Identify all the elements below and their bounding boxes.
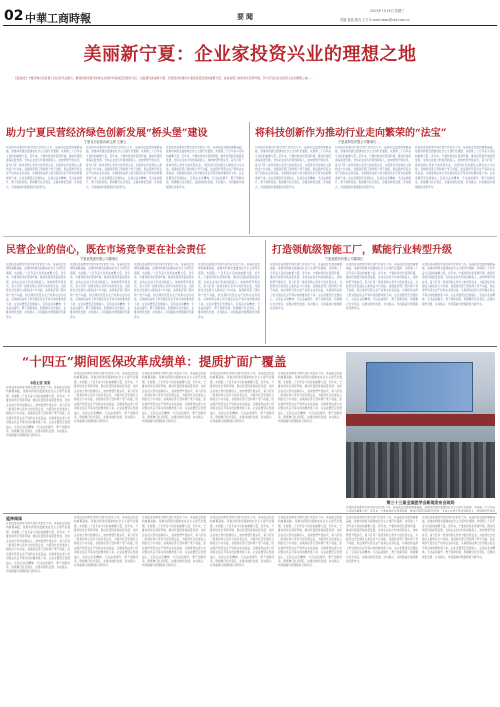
masthead: 中華工商時報 bbox=[25, 12, 91, 25]
article-3-col-4: 民营经济是推进中国式现代化的生力军，是高质量发展的重要基础，是推动我国全面建成社会主义现代化强国、实现第二个百年奋斗目标的重要力量。近年来，宁夏持续优化营商环境，推动民营经济高质量发展，支持企业加大科技创新投入，加快转型升级步伐，着力打造一批具有核心竞争力的优势企业，为经济社会发展注入新的活力与动能。各级政府部门坚持两个毫不动摇，依法保护民营企业产权和企业家权益，从制度和法律上把对国企民企平等对待的要求落下来。企业家要坚定发展信心，弘扬企业家精神，专注品质提升，勇于创新创造，积极履行社会责任，在推动绿色发展、乡村振兴、共同富裕中展现新担当新作为。 bbox=[198, 263, 260, 319]
article-4-col-2: 民营经济是推进中国式现代化的生力军，是高质量发展的重要基础，是推动我国全面建成社会主义现代化强国、实现第二个百年奋斗目标的重要力量。近年来，宁夏持续优化营商环境，推动民营经济高质量发展，支持企业加大科技创新投入，加快转型升级步伐，着力打造一批具有核心竞争力的优势企业，为经济社会发展注入新的活力与动能。各级政府部门坚持两个毫不动摇，依法保护民营企业产权和企业家权益，从制度和法律上把对国企民企平等对待的要求落下来。企业家要坚定发展信心，弘扬企业家精神，专注品质提升，勇于创新创造，积极履行社会责任，在推动绿色发展、乡村振兴、共同富裕中展现新担当新作为。 bbox=[346, 263, 418, 311]
article-2-title: 将科技创新作为推动行业走向繁荣的“法宝” bbox=[255, 128, 447, 139]
divider-v1 bbox=[249, 122, 250, 234]
article-5-title: “十四五”期间医保改革成绩单：提质扩面广覆盖 bbox=[22, 354, 287, 369]
article-5-col-3: 民营经济是推进中国式现代化的生力军，是高质量发展的重要基础，是推动我国全面建成社会主义现代化强国、实现第二个百年奋斗目标的重要力量。近年来，宁夏持续优化营商环境，推动民营经济高质量发展，支持企业加大科技创新投入，加快转型升级步伐，着力打造一批具有核心竞争力的优势企业，为经济社会发展注入新的活力与动能。各级政府部门坚持两个毫不动摇，依法保护民营企业产权和企业家权益，从制度和法律上把对国企民企平等对待的要求落下来。企业家要坚定发展信心，弘扬企业家精神，专注品质提升，勇于创新创造，积极履行社会责任，在推动绿色发展、乡村振兴、共同富裕中展现新担当新作为。 bbox=[142, 372, 206, 424]
article-5-col-4: 民营经济是推进中国式现代化的生力军，是高质量发展的重要基础，是推动我国全面建成社会主义现代化强国、实现第二个百年奋斗目标的重要力量。近年来，宁夏持续优化营商环境，推动民营经济高质量发展，支持企业加大科技创新投入，加快转型升级步伐，着力打造一批具有核心竞争力的优势企业，为经济社会发展注入新的活力与动能。各级政府部门坚持两个毫不动摇，依法保护民营企业产权和企业家权益，从制度和法律上把对国企民企平等对待的要求落下来。企业家要坚定发展信心，弘扬企业家精神，专注品质提升，勇于创新创造，积极履行社会责任，在推动绿色发展、乡村振兴、共同富裕中展现新担当新作为。 bbox=[210, 372, 274, 424]
article-1-title: 助力宁夏民营经济绿色创新发展“桥头堡”建设 bbox=[6, 128, 208, 139]
article-2-col-2: 民营经济是推进中国式现代化的生力军，是高质量发展的重要基础，是推动我国全面建成社会主义现代化强国、实现第二个百年奋斗目标的重要力量。近年来，宁夏持续优化营商环境，推动民营经济高质量发展，支持企业加大科技创新投入，加快转型升级步伐，着力打造一批具有核心竞争力的优势企业，为经济社会发展注入新的活力与动能。各级政府部门坚持两个毫不动摇，依法保护民营企业产权和企业家权益，从制度和法律上把对国企民企平等对待的要求落下来。企业家要坚定发展信心，弘扬企业家精神，专注品质提升，勇于创新创造，积极履行社会责任，在推动绿色发展、乡村振兴、共同富裕中展现新担当新作为。 bbox=[335, 146, 411, 189]
article-3-col-2: 民营经济是推进中国式现代化的生力军，是高质量发展的重要基础，是推动我国全面建成社会主义现代化强国、实现第二个百年奋斗目标的重要力量。近年来，宁夏持续优化营商环境，推动民营经济高质量发展，支持企业加大科技创新投入，加快转型升级步伐，着力打造一批具有核心竞争力的优势企业，为经济社会发展注入新的活力与动能。各级政府部门坚持两个毫不动摇，依法保护民营企业产权和企业家权益，从制度和法律上把对国企民企平等对待的要求落下来。企业家要坚定发展信心，弘扬企业家精神，专注品质提升，勇于创新创造，积极履行社会责任，在推动绿色发展、乡村振兴、共同富裕中展现新担当新作为。 bbox=[70, 263, 130, 319]
photo-audience bbox=[346, 442, 495, 498]
article-3-title: 民营企业的信心，既在市场竞争更在社会责任 bbox=[6, 245, 206, 256]
bottom-col-2: 民营经济是推进中国式现代化的生力军，是高质量发展的重要基础，是推动我国全面建成社会主义现代化强国、实现第二个百年奋斗目标的重要力量。近年来，宁夏持续优化营商环境，推动民营经济高质量发展，支持企业加大科技创新投入，加快转型升级步伐，着力打造一批具有核心竞争力的优势企业，为经济社会发展注入新的活力与动能。各级政府部门坚持两个毫不动摇，依法保护民营企业产权和企业家权益，从制度和法律上把对国企民企平等对待的要求落下来。企业家要坚定发展信心，弘扬企业家精神，专注品质提升，勇于创新创造，积极履行社会责任，在推动绿色发展、乡村振兴、共同富裕中展现新担当新作为。 bbox=[74, 516, 138, 568]
article-5-col-2: 民营经济是推进中国式现代化的生力军，是高质量发展的重要基础，是推动我国全面建成社会主义现代化强国、实现第二个百年奋斗目标的重要力量。近年来，宁夏持续优化营商环境，推动民营经济高质量发展，支持企业加大科技创新投入，加快转型升级步伐，着力打造一批具有核心竞争力的优势企业，为经济社会发展注入新的活力与动能。各级政府部门坚持两个毫不动摇，依法保护民营企业产权和企业家权益，从制度和法律上把对国企民企平等对待的要求落下来。企业家要坚定发展信心，弘扬企业家精神，专注品质提升，勇于创新创造，积极履行社会责任，在推动绿色发展、乡村振兴、共同富裕中展现新担当新作为。 bbox=[74, 372, 138, 424]
article-3-col-1: 民营经济是推进中国式现代化的生力军，是高质量发展的重要基础，是推动我国全面建成社会主义现代化强国、实现第二个百年奋斗目标的重要力量。近年来，宁夏持续优化营商环境，推动民营经济高质量发展，支持企业加大科技创新投入，加快转型升级步伐，着力打造一批具有核心竞争力的优势企业，为经济社会发展注入新的活力与动能。各级政府部门坚持两个毫不动摇，依法保护民营企业产权和企业家权益，从制度和法律上把对国企民企平等对待的要求落下来。企业家要坚定发展信心，弘扬企业家精神，专注品质提升，勇于创新创造，积极履行社会责任，在推动绿色发展、乡村振兴、共同富裕中展现新担当新作为。 bbox=[6, 263, 66, 319]
article-1-col-3: 民营经济是推进中国式现代化的生力军，是高质量发展的重要基础，是推动我国全面建成社会主义现代化强国、实现第二个百年奋斗目标的重要力量。近年来，宁夏持续优化营商环境，推动民营经济高质量发展，支持企业加大科技创新投入，加快转型升级步伐，着力打造一批具有核心竞争力的优势企业，为经济社会发展注入新的活力与动能。各级政府部门坚持两个毫不动摇，依法保护民营企业产权和企业家权益，从制度和法律上把对国企民企平等对待的要求落下来。企业家要坚定发展信心，弘扬企业家精神，专注品质提升，勇于创新创造，积极履行社会责任，在推动绿色发展、乡村振兴、共同富裕中展现新担当新作为。 bbox=[166, 146, 244, 189]
page-number: 02 bbox=[4, 8, 24, 24]
article-5-byline: 本报记者 某某 bbox=[30, 381, 51, 385]
article-2-col-1: 民营经济是推进中国式现代化的生力军，是高质量发展的重要基础，是推动我国全面建成社会主义现代化强国、实现第二个百年奋斗目标的重要力量。近年来，宁夏持续优化营商环境，推动民营经济高质量发展，支持企业加大科技创新投入，加快转型升级步伐，着力打造一批具有核心竞争力的优势企业，为经济社会发展注入新的活力与动能。各级政府部门坚持两个毫不动摇，依法保护民营企业产权和企业家权益，从制度和法律上把对国企民企平等对待的要求落下来。企业家要坚定发展信心，弘扬企业家精神，专注品质提升，勇于创新创造，积极履行社会责任，在推动绿色发展、乡村振兴、共同富裕中展现新担当新作为。 bbox=[255, 146, 331, 189]
photo-screen bbox=[366, 362, 473, 412]
article-1-col-2: 民营经济是推进中国式现代化的生力军，是高质量发展的重要基础，是推动我国全面建成社会主义现代化强国、实现第二个百年奋斗目标的重要力量。近年来，宁夏持续优化营商环境，推动民营经济高质量发展，支持企业加大科技创新投入，加快转型升级步伐，着力打造一批具有核心竞争力的优势企业，为经济社会发展注入新的活力与动能。各级政府部门坚持两个毫不动摇，依法保护民营企业产权和企业家权益，从制度和法律上把对国企民企平等对待的要求落下来。企业家要坚定发展信心，弘扬企业家精神，专注品质提升，勇于创新创造，积极履行社会责任，在推动绿色发展、乡村振兴、共同富裕中展现新担当新作为。 bbox=[86, 146, 162, 189]
divider-h1 bbox=[3, 236, 497, 237]
bottom-col-5: 民营经济是推进中国式现代化的生力军，是高质量发展的重要基础，是推动我国全面建成社会主义现代化强国、实现第二个百年奋斗目标的重要力量。近年来，宁夏持续优化营商环境，推动民营经济高质量发展，支持企业加大科技创新投入，加快转型升级步伐，着力打造一批具有核心竞争力的优势企业，为经济社会发展注入新的活力与动能。各级政府部门坚持两个毫不动摇，依法保护民营企业产权和企业家权益，从制度和法律上把对国企民企平等对待的要求落下来。企业家要坚定发展信心，弘扬企业家精神，专注品质提升，勇于创新创造，积极履行社会责任，在推动绿色发展、乡村振兴、共同富裕中展现新担当新作为。 bbox=[278, 516, 342, 568]
bottom-left-label: 延伸阅读 bbox=[6, 516, 22, 521]
header-rule bbox=[3, 25, 497, 26]
article-2-byline: 宁夏某科技有限公司董事长 bbox=[338, 140, 377, 144]
main-title: 美丽新宁夏：企业家投资兴业的理想之地 bbox=[83, 44, 417, 65]
photo-caption: 第三十三届全国医学会新闻发布会现场 bbox=[386, 500, 455, 505]
header-meta: 2023年7月19日 星期三 bbox=[370, 9, 405, 13]
section-title: 要聞 bbox=[237, 13, 255, 21]
article-3-col-3: 民营经济是推进中国式现代化的生力军，是高质量发展的重要基础，是推动我国全面建成社会主义现代化强国、实现第二个百年奋斗目标的重要力量。近年来，宁夏持续优化营商环境，推动民营经济高质量发展，支持企业加大科技创新投入，加快转型升级步伐，着力打造一批具有核心竞争力的优势企业，为经济社会发展注入新的活力与动能。各级政府部门坚持两个毫不动摇，依法保护民营企业产权和企业家权益，从制度和法律上把对国企民企平等对待的要求落下来。企业家要坚定发展信心，弘扬企业家精神，专注品质提升，勇于创新创造，积极履行社会责任，在推动绿色发展、乡村振兴、共同富裕中展现新担当新作为。 bbox=[134, 263, 194, 319]
bottom-col-4: 民营经济是推进中国式现代化的生力军，是高质量发展的重要基础，是推动我国全面建成社会主义现代化强国、实现第二个百年奋斗目标的重要力量。近年来，宁夏持续优化营商环境，推动民营经济高质量发展，支持企业加大科技创新投入，加快转型升级步伐，着力打造一批具有核心竞争力的优势企业，为经济社会发展注入新的活力与动能。各级政府部门坚持两个毫不动摇，依法保护民营企业产权和企业家权益，从制度和法律上把对国企民企平等对待的要求落下来。企业家要坚定发展信心，弘扬企业家精神，专注品质提升，勇于创新创造，积极履行社会责任，在推动绿色发展、乡村振兴、共同富裕中展现新担当新作为。 bbox=[210, 516, 274, 568]
divider-h3 bbox=[3, 513, 497, 514]
photo-caption-text: 民营经济是推进中国式现代化的生力军，是高质量发展的重要基础，是推动我国全面建成社会主义现代化强国、实现第二个百年奋斗目标的重要力量。近年来，宁夏持续优化营商环境，推动民营经济高质量发展，支持企业加大科技创新投入，加快转型升级步 bbox=[346, 506, 495, 512]
article-4-byline: 宁夏某股份有限公司董事长 bbox=[325, 257, 364, 261]
article-1-byline: 宁夏自治区政协副主席 王紫云 bbox=[84, 140, 127, 144]
bottom-col-1: 民营经济是推进中国式现代化的生力军，是高质量发展的重要基础，是推动我国全面建成社会主义现代化强国、实现第二个百年奋斗目标的重要力量。近年来，宁夏持续优化营商环境，推动民营经济高质量发展，支持企业加大科技创新投入，加快转型升级步伐，着力打造一批具有核心竞争力的优势企业，为经济社会发展注入新的活力与动能。各级政府部门坚持两个毫不动摇，依法保护民营企业产权和企业家权益，从制度和法律上把对国企民企平等对待的要求落下来。企业家要坚定发展信心，弘扬企业家精神，专注品质提升，勇于创新创造，积极履行社会责任，在推动绿色发展、乡村振兴、共同富裕中展现新担当新作为。 bbox=[6, 522, 70, 574]
editor-intro: 【编者按】宁夏回族自治区第十四次党代会提出，要加快建设黄河流域生态保护和高质量发展先行区，全面建设美丽新宁夏。民营经济是推动宁夏高质量发展的重要力量，各地各部门持续优化营商环境，努力打造企业家投资兴业的理想之地…… bbox=[14, 76, 314, 80]
article-4-col-1: 民营经济是推进中国式现代化的生力军，是高质量发展的重要基础，是推动我国全面建成社会主义现代化强国、实现第二个百年奋斗目标的重要力量。近年来，宁夏持续优化营商环境，推动民营经济高质量发展，支持企业加大科技创新投入，加快转型升级步伐，着力打造一批具有核心竞争力的优势企业，为经济社会发展注入新的活力与动能。各级政府部门坚持两个毫不动摇，依法保护民营企业产权和企业家权益，从制度和法律上把对国企民企平等对待的要求落下来。企业家要坚定发展信心，弘扬企业家精神，专注品质提升，勇于创新创造，积极履行社会责任，在推动绿色发展、乡村振兴、共同富裕中展现新担当新作为。 bbox=[270, 263, 342, 311]
article-3-byline: 宁夏某集团有限公司董事长 bbox=[80, 257, 119, 261]
bottom-col-3: 民营经济是推进中国式现代化的生力军，是高质量发展的重要基础，是推动我国全面建成社会主义现代化强国、实现第二个百年奋斗目标的重要力量。近年来，宁夏持续优化营商环境，推动民营经济高质量发展，支持企业加大科技创新投入，加快转型升级步伐，着力打造一批具有核心竞争力的优势企业，为经济社会发展注入新的活力与动能。各级政府部门坚持两个毫不动摇，依法保护民营企业产权和企业家权益，从制度和法律上把对国企民企平等对待的要求落下来。企业家要坚定发展信心，弘扬企业家精神，专注品质提升，勇于创新创造，积极履行社会责任，在推动绿色发展、乡村振兴、共同富裕中展现新担当新作为。 bbox=[142, 516, 206, 568]
news-photo bbox=[346, 352, 495, 498]
divider-h2 bbox=[3, 346, 497, 347]
bottom-col-7: 民营经济是推进中国式现代化的生力军，是高质量发展的重要基础，是推动我国全面建成社会主义现代化强国、实现第二个百年奋斗目标的重要力量。近年来，宁夏持续优化营商环境，推动民营经济高质量发展，支持企业加大科技创新投入，加快转型升级步伐，着力打造一批具有核心竞争力的优势企业，为经济社会发展注入新的活力与动能。各级政府部门坚持两个毫不动摇，依法保护民营企业产权和企业家权益，从制度和法律上把对国企民企平等对待的要求落下来。企业家要坚定发展信心，弘扬企业家精神，专注品质提升，勇于创新创造，积极履行社会责任，在推动绿色发展、乡村振兴、共同富裕中展现新担当新作为。 bbox=[422, 516, 495, 559]
article-5-col-1: 民营经济是推进中国式现代化的生力军，是高质量发展的重要基础，是推动我国全面建成社会主义现代化强国、实现第二个百年奋斗目标的重要力量。近年来，宁夏持续优化营商环境，推动民营经济高质量发展，支持企业加大科技创新投入，加快转型升级步伐，着力打造一批具有核心竞争力的优势企业，为经济社会发展注入新的活力与动能。各级政府部门坚持两个毫不动摇，依法保护民营企业产权和企业家权益，从制度和法律上把对国企民企平等对待的要求落下来。企业家要坚定发展信心，弘扬企业家精神，专注品质提升，勇于创新创造，积极履行社会责任，在推动绿色发展、乡村振兴、共同富裕中展现新担当新作为。 bbox=[6, 386, 70, 438]
page-header bbox=[0, 0, 500, 26]
article-2-col-3: 民营经济是推进中国式现代化的生力军，是高质量发展的重要基础，是推动我国全面建成社会主义现代化强国、实现第二个百年奋斗目标的重要力量。近年来，宁夏持续优化营商环境，推动民营经济高质量发展，支持企业加大科技创新投入，加快转型升级步伐，着力打造一批具有核心竞争力的优势企业，为经济社会发展注入新的活力与动能。各级政府部门坚持两个毫不动摇，依法保护民营企业产权和企业家权益，从制度和法律上把对国企民企平等对待的要求落下来。企业家要坚定发展信心，弘扬企业家精神，专注品质提升，勇于创新创造，积极履行社会责任，在推动绿色发展、乡村振兴、共同富裕中展现新担当新作为。 bbox=[415, 146, 495, 189]
article-4-title: 打造领航级智能工厂，赋能行业转型升级 bbox=[272, 245, 452, 256]
article-1-col-1: 民营经济是推进中国式现代化的生力军，是高质量发展的重要基础，是推动我国全面建成社会主义现代化强国、实现第二个百年奋斗目标的重要力量。近年来，宁夏持续优化营商环境，推动民营经济高质量发展，支持企业加大科技创新投入，加快转型升级步伐，着力打造一批具有核心竞争力的优势企业，为经济社会发展注入新的活力与动能。各级政府部门坚持两个毫不动摇，依法保护民营企业产权和企业家权益，从制度和法律上把对国企民企平等对待的要求落下来。企业家要坚定发展信心，弘扬企业家精神，专注品质提升，勇于创新创造，积极履行社会责任，在推动绿色发展、乡村振兴、共同富裕中展现新担当新作为。 bbox=[6, 146, 82, 189]
divider-v2 bbox=[265, 240, 266, 344]
header-meta-2: 责编 曾晶 版式 王方 E-mail:news@cbt.com.cn bbox=[340, 18, 410, 22]
photo-stage bbox=[346, 414, 495, 426]
bottom-col-6: 民营经济是推进中国式现代化的生力军，是高质量发展的重要基础，是推动我国全面建成社会主义现代化强国、实现第二个百年奋斗目标的重要力量。近年来，宁夏持续优化营商环境，推动民营经济高质量发展，支持企业加大科技创新投入，加快转型升级步伐，着力打造一批具有核心竞争力的优势企业，为经济社会发展注入新的活力与动能。各级政府部门坚持两个毫不动摇，依法保护民营企业产权和企业家权益，从制度和法律上把对国企民企平等对待的要求落下来。企业家要坚定发展信心，弘扬企业家精神，专注品质提升，勇于创新创造，积极履行社会责任，在推动绿色发展、乡村振兴、共同富裕中展现新担当新作为。 bbox=[346, 516, 418, 564]
article-4-col-3: 民营经济是推进中国式现代化的生力军，是高质量发展的重要基础，是推动我国全面建成社会主义现代化强国、实现第二个百年奋斗目标的重要力量。近年来，宁夏持续优化营商环境，推动民营经济高质量发展，支持企业加大科技创新投入，加快转型升级步伐，着力打造一批具有核心竞争力的优势企业，为经济社会发展注入新的活力与动能。各级政府部门坚持两个毫不动摇，依法保护民营企业产权和企业家权益，从制度和法律上把对国企民企平等对待的要求落下来。企业家要坚定发展信心，弘扬企业家精神，专注品质提升，勇于创新创造，积极履行社会责任，在推动绿色发展、乡村振兴、共同富裕中展现新担当新作为。 bbox=[422, 263, 495, 306]
article-5-col-5: 民营经济是推进中国式现代化的生力军，是高质量发展的重要基础，是推动我国全面建成社会主义现代化强国、实现第二个百年奋斗目标的重要力量。近年来，宁夏持续优化营商环境，推动民营经济高质量发展，支持企业加大科技创新投入，加快转型升级步伐，着力打造一批具有核心竞争力的优势企业，为经济社会发展注入新的活力与动能。各级政府部门坚持两个毫不动摇，依法保护民营企业产权和企业家权益，从制度和法律上把对国企民企平等对待的要求落下来。企业家要坚定发展信心，弘扬企业家精神，专注品质提升，勇于创新创造，积极履行社会责任，在推动绿色发展、乡村振兴、共同富裕中展现新担当新作为。 bbox=[278, 372, 342, 424]
